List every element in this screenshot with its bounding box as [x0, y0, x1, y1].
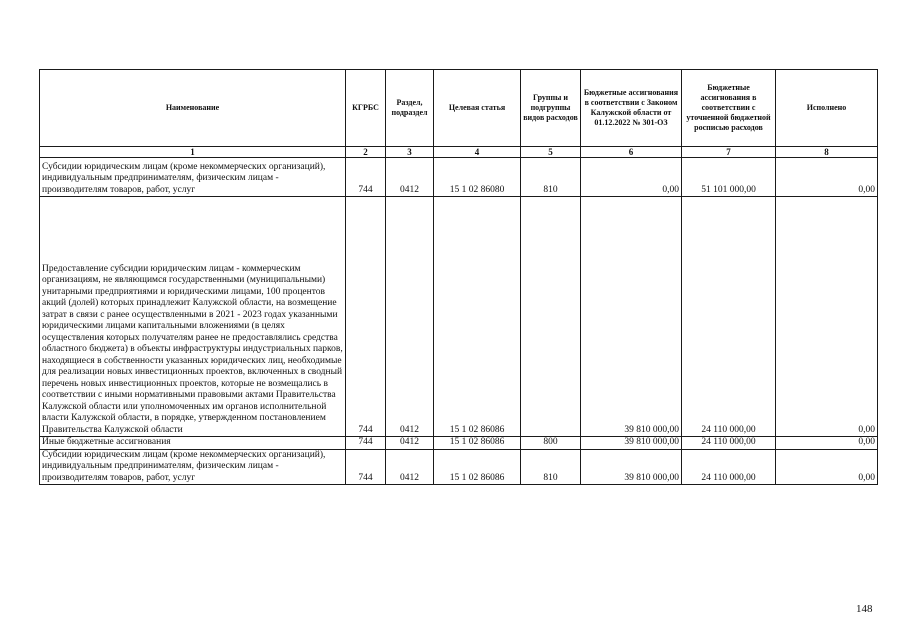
table-row	[40, 449, 878, 485]
row-refined-amount: 24 110 000,00	[682, 437, 776, 450]
column-number: 5	[521, 147, 581, 158]
row-refined-amount: 24 110 000,00	[682, 449, 776, 485]
budget-table	[39, 69, 878, 485]
header-kgrbs: КГРБС	[346, 70, 386, 147]
row-target-article: 15 1 02 86080	[434, 158, 521, 197]
header-expense-group: Группы и подгруппы видов расходов	[521, 70, 581, 147]
column-number: 2	[346, 147, 386, 158]
table-row	[40, 437, 878, 450]
row-executed-amount: 0,00	[776, 197, 878, 437]
row-refined-amount: 24 110 000,00	[682, 197, 776, 437]
header-executed: Исполнено	[776, 70, 878, 147]
page-number: 148	[856, 603, 873, 615]
column-number: 1	[40, 147, 346, 158]
row-law-amount: 39 810 000,00	[581, 437, 682, 450]
column-number: 4	[434, 147, 521, 158]
row-executed-amount: 0,00	[776, 449, 878, 485]
row-target-article: 15 1 02 86086	[434, 197, 521, 437]
row-kgrbs: 744	[346, 449, 386, 485]
header-law-appropriations: Бюджетные ассигнования в соответствии с Законом Калужской области от 01.12.2022 № 301-ОЗ	[581, 70, 682, 147]
row-expense-group: 800	[521, 437, 581, 450]
column-number: 8	[776, 147, 878, 158]
row-name: Субсидии юридическим лицам (кроме некоммерческих организаций), индивидуальным предпринимателям, физическим лицам - производителям товаров, работ, услуг	[40, 449, 346, 485]
header-refined-appropriations: Бюджетные ассигнования в соответствии с уточненной бюджетной росписью расходов	[682, 70, 776, 147]
column-number: 7	[682, 147, 776, 158]
row-section: 0412	[386, 158, 434, 197]
row-name: Предоставление субсидии юридическим лицам - коммерческим организациям, не являющимся государственными (муниципальными) унитарными предприятиями и юридическими лицами, 100 процентов акций (долей) которых принадлежит Калужской области, на возмещение затрат в связи с ранее осуществленными в 2021 - 2023 годах указанными юридическими лицами капитальными вложениями (в целях осуществления которых получателям ранее не предоставлялись средства областного бюджета) в объекты инфраструктуры индустриальных парков, находящиеся в собственности указанных юридических лиц, необходимые для реализации новых инвестиционных проектов, включенных в сводный перечень новых инвестиционных проектов, которые не возмещались в соответствии с иными нормативными правовыми актами Правительства Калужской области или уполномоченных им органов исполнительной власти Калужской области, в порядке, утвержденном постановлением Правительства Калужской области	[40, 197, 346, 437]
column-number: 3	[386, 147, 434, 158]
column-number: 6	[581, 147, 682, 158]
header-row	[40, 70, 878, 147]
row-expense-group: 810	[521, 158, 581, 197]
row-expense-group	[521, 197, 581, 437]
row-kgrbs: 744	[346, 197, 386, 437]
row-target-article: 15 1 02 86086	[434, 449, 521, 485]
row-name: Субсидии юридическим лицам (кроме некоммерческих организаций), индивидуальным предпринимателям, физическим лицам - производителям товаров, работ, услуг	[40, 158, 346, 197]
row-law-amount: 39 810 000,00	[581, 449, 682, 485]
row-section: 0412	[386, 437, 434, 450]
column-number-row	[40, 147, 878, 158]
row-executed-amount: 0,00	[776, 158, 878, 197]
table-row	[40, 158, 878, 197]
row-target-article: 15 1 02 86086	[434, 437, 521, 450]
row-law-amount: 0,00	[581, 158, 682, 197]
header-section: Раздел, подраздел	[386, 70, 434, 147]
row-law-amount: 39 810 000,00	[581, 197, 682, 437]
header-name: Наименование	[40, 70, 346, 147]
table-row	[40, 197, 878, 437]
row-section: 0412	[386, 197, 434, 437]
row-kgrbs: 744	[346, 158, 386, 197]
row-kgrbs: 744	[346, 437, 386, 450]
header-target-article: Целевая статья	[434, 70, 521, 147]
row-expense-group: 810	[521, 449, 581, 485]
row-name: Иные бюджетные ассигнования	[40, 437, 346, 450]
row-section: 0412	[386, 449, 434, 485]
row-executed-amount: 0,00	[776, 437, 878, 450]
row-refined-amount: 51 101 000,00	[682, 158, 776, 197]
